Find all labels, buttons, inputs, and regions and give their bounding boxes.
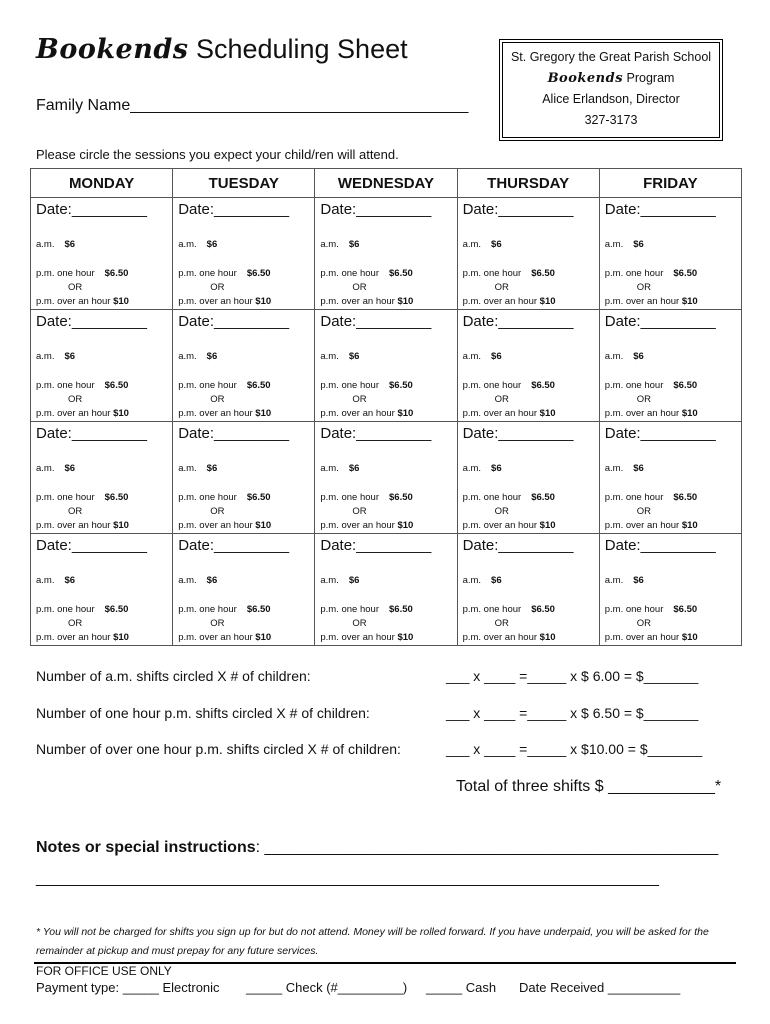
am-label: a.m. [462, 351, 482, 362]
pm2-price: $10 [539, 632, 556, 643]
am-price: $6 [206, 239, 218, 250]
am-price: $6 [64, 575, 76, 586]
pm1-price: $6.50 [389, 492, 413, 503]
pm2-label: p.m. over an hour [36, 632, 111, 643]
week-row [31, 198, 742, 310]
am-session[interactable] [320, 351, 456, 379]
pm2-price: $10 [539, 408, 556, 419]
am-session[interactable] [178, 575, 314, 603]
pm2-price: $10 [113, 632, 129, 643]
pm-one-hour-session[interactable] [463, 267, 599, 281]
pm1-price: $6.50 [673, 268, 698, 279]
day-header: TUESDAY [173, 169, 315, 198]
session-cell [173, 534, 315, 646]
pm1-label: p.m. one hour [320, 604, 379, 615]
pm1-price: $6.50 [246, 380, 271, 391]
am-label: a.m. [36, 463, 55, 474]
pm1-label: p.m. one hour [320, 492, 379, 503]
am-session[interactable] [36, 239, 172, 267]
day-header: MONDAY [31, 169, 173, 198]
notes-field[interactable] [36, 839, 718, 857]
pm-one-hour-session[interactable] [36, 603, 172, 617]
am-price: $6 [348, 351, 360, 362]
am-label: a.m. [178, 239, 197, 250]
or-label: OR [210, 506, 225, 517]
am-price: $6 [64, 239, 76, 250]
week-row [31, 534, 742, 646]
am-shifts-label: Number of a.m. shifts circled X # of children: [36, 668, 311, 684]
pm1-price: $6.50 [104, 380, 129, 391]
session-cell [457, 534, 599, 646]
pm2-label: p.m. over an hour [36, 408, 111, 419]
am-session[interactable] [605, 351, 741, 379]
am-price: $6 [633, 239, 644, 250]
program-line [503, 68, 719, 89]
over-hour-pm-label: Number of over one hour p.m. shifts circled X # of children: [36, 741, 401, 757]
am-price: $6 [206, 351, 218, 362]
notes-line-1[interactable]: : ___________________________________________________ [255, 839, 719, 856]
session-cell [173, 198, 315, 310]
pm2-price: $10 [681, 408, 698, 419]
week-row [31, 422, 742, 534]
pm1-price: $6.50 [104, 604, 129, 615]
pm2-label: p.m. over an hour [320, 520, 395, 531]
pm-over-hour-session[interactable] [178, 295, 314, 309]
pm2-label: p.m. over an hour [462, 408, 538, 419]
payment-cash[interactable]: _____ Cash [426, 980, 497, 995]
pm-over-hour-session[interactable] [178, 631, 314, 645]
pm1-label: p.m. one hour [178, 268, 237, 279]
session-cell [315, 310, 457, 422]
or-label: OR [68, 506, 83, 517]
title-text: Scheduling Sheet [188, 34, 408, 64]
session-cell [457, 310, 599, 422]
am-session[interactable] [178, 239, 314, 267]
pm2-label: p.m. over an hour [604, 520, 680, 531]
pm1-price: $6.50 [673, 380, 698, 391]
pm2-price: $10 [255, 408, 272, 419]
or-label: OR [352, 618, 367, 629]
am-price: $6 [633, 575, 644, 586]
am-label: a.m. [462, 575, 482, 586]
session-cell [31, 534, 173, 646]
am-label: a.m. [604, 575, 624, 586]
one-hour-pm-label: Number of one hour p.m. shifts circled X # of children: [36, 705, 370, 721]
pm1-label: p.m. one hour [604, 604, 664, 615]
pm1-price: $6.50 [389, 604, 413, 615]
pm-over-hour-session[interactable] [320, 631, 456, 645]
am-price: $6 [491, 575, 502, 586]
school-info-box [502, 42, 720, 138]
pm2-price: $10 [539, 520, 556, 531]
pm-one-hour-session[interactable] [178, 603, 314, 617]
date-field[interactable]: Date:_________ [320, 425, 432, 442]
pm2-label: p.m. over an hour [462, 520, 538, 531]
notes-label: Notes or special instructions [36, 839, 256, 856]
pm2-price: $10 [397, 520, 414, 531]
am-session[interactable] [36, 575, 172, 603]
program-text: Program [623, 71, 675, 85]
pm1-price: $6.50 [246, 604, 271, 615]
session-cell [31, 310, 173, 422]
am-price: $6 [64, 351, 76, 362]
or-label: OR [68, 394, 83, 405]
or-label: OR [636, 394, 651, 405]
family-name-field[interactable] [36, 97, 468, 115]
pm-one-hour-session[interactable] [463, 379, 599, 393]
pm1-price: $6.50 [531, 604, 555, 615]
pm1-price: $6.50 [104, 268, 129, 279]
over-hour-pm-formula[interactable]: ___ x ____ =_____ x $10.00 = $_______ [446, 741, 703, 757]
program-brand: Bookends [547, 71, 624, 86]
pm1-price: $6.50 [673, 604, 698, 615]
pm2-label: p.m. over an hour [178, 632, 253, 643]
schedule-table [30, 168, 742, 646]
pm-one-hour-session[interactable] [320, 267, 456, 281]
am-price: $6 [633, 351, 644, 362]
pm2-price: $10 [397, 408, 414, 419]
am-session[interactable] [36, 463, 172, 491]
date-field[interactable]: Date:_________ [36, 537, 147, 554]
am-label: a.m. [320, 575, 339, 586]
director-name: Alice Erlandson, Director [542, 92, 680, 106]
session-cell [315, 534, 457, 646]
pm2-price: $10 [681, 632, 698, 643]
am-session[interactable] [178, 351, 314, 379]
pm-one-hour-session[interactable] [178, 267, 314, 281]
pm1-label: p.m. one hour [36, 380, 95, 391]
am-price: $6 [206, 575, 218, 586]
or-label: OR [494, 282, 509, 293]
or-label: OR [210, 282, 225, 293]
pm2-label: p.m. over an hour [462, 296, 538, 307]
pm-one-hour-session[interactable] [320, 603, 456, 617]
session-cell [315, 422, 457, 534]
pm2-price: $10 [113, 296, 129, 307]
pm-over-hour-session[interactable] [320, 519, 456, 533]
or-label: OR [352, 394, 367, 405]
or-label: OR [494, 618, 509, 629]
pm-one-hour-session[interactable] [36, 379, 172, 393]
pm2-price: $10 [113, 408, 129, 419]
pm1-label: p.m. one hour [604, 268, 664, 279]
am-session[interactable] [605, 239, 741, 267]
date-field[interactable]: Date:_________ [36, 313, 147, 330]
am-session[interactable] [605, 463, 741, 491]
pm-one-hour-session[interactable] [605, 491, 741, 505]
date-field[interactable]: Date:_________ [462, 201, 574, 218]
pm-over-hour-session[interactable] [463, 631, 599, 645]
am-label: a.m. [36, 575, 55, 586]
pm-over-hour-session[interactable] [605, 407, 741, 421]
pm-over-hour-session[interactable] [178, 519, 314, 533]
pm-one-hour-session[interactable] [36, 491, 172, 505]
family-name-line[interactable]: ______________________________________ [130, 97, 469, 114]
session-cell [31, 422, 173, 534]
or-label: OR [636, 282, 651, 293]
pm1-price: $6.50 [389, 380, 413, 391]
session-cell [457, 422, 599, 534]
pm-over-hour-session[interactable] [320, 295, 456, 309]
am-price: $6 [491, 463, 502, 474]
date-received[interactable]: Date Received __________ [519, 980, 681, 995]
pm-one-hour-session[interactable] [178, 379, 314, 393]
pm-one-hour-session[interactable] [320, 379, 456, 393]
notes-line-2[interactable]: ______________________________________________________________________ [36, 870, 659, 887]
am-label: a.m. [178, 575, 197, 586]
pm2-price: $10 [397, 296, 414, 307]
or-label: OR [68, 618, 83, 629]
phone-number: 327-3173 [584, 113, 638, 127]
pm-over-hour-session[interactable] [320, 407, 456, 421]
payment-electronic[interactable]: Payment type: _____ Electronic [36, 980, 220, 995]
pm-over-hour-session[interactable] [463, 407, 599, 421]
day-header-row [31, 169, 742, 198]
pm1-label: p.m. one hour [178, 380, 237, 391]
am-label: a.m. [178, 351, 197, 362]
pm1-price: $6.50 [531, 268, 555, 279]
pm-over-hour-session[interactable] [463, 519, 599, 533]
date-field[interactable]: Date:_________ [178, 425, 290, 442]
pm1-label: p.m. one hour [604, 492, 664, 503]
am-price: $6 [491, 239, 502, 250]
am-session[interactable] [320, 239, 456, 267]
am-label: a.m. [320, 463, 339, 474]
week-row [31, 310, 742, 422]
or-label: OR [210, 394, 225, 405]
pm1-price: $6.50 [389, 268, 413, 279]
pm-over-hour-session[interactable] [36, 407, 172, 421]
am-price: $6 [491, 351, 502, 362]
pm-over-hour-session[interactable] [463, 295, 599, 309]
date-field[interactable]: Date:_________ [604, 425, 716, 442]
pm2-price: $10 [539, 296, 556, 307]
date-field[interactable]: Date:_________ [178, 537, 290, 554]
pm2-price: $10 [397, 632, 414, 643]
pm-over-hour-session[interactable] [605, 631, 741, 645]
or-label: OR [352, 282, 367, 293]
pm2-price: $10 [113, 520, 129, 531]
session-cell [315, 198, 457, 310]
day-header: WEDNESDAY [315, 169, 457, 198]
pm2-label: p.m. over an hour [320, 408, 395, 419]
circle-instructions: Please circle the sessions you expect your child/ren will attend. [36, 147, 399, 162]
pm-over-hour-session[interactable] [605, 295, 741, 309]
am-session[interactable] [178, 463, 314, 491]
am-session[interactable] [320, 463, 456, 491]
pm-over-hour-session[interactable] [36, 519, 172, 533]
am-label: a.m. [320, 351, 339, 362]
am-session[interactable] [463, 463, 599, 491]
am-shifts-formula[interactable]: ___ x ____ =_____ x $ 6.00 = $_______ [446, 668, 699, 684]
am-label: a.m. [320, 239, 339, 250]
pm2-label: p.m. over an hour [604, 408, 680, 419]
payment-row [36, 980, 680, 995]
page-title [36, 34, 408, 65]
pm2-label: p.m. over an hour [604, 296, 680, 307]
pm2-price: $10 [255, 632, 272, 643]
date-field[interactable]: Date:_________ [320, 537, 432, 554]
pm2-label: p.m. over an hour [320, 296, 395, 307]
pm-over-hour-session[interactable] [605, 519, 741, 533]
pm1-price: $6.50 [246, 268, 271, 279]
am-label: a.m. [604, 463, 624, 474]
one-hour-pm-formula[interactable]: ___ x ____ =_____ x $ 6.50 = $_______ [446, 705, 699, 721]
footnote: * You will not be charged for shifts you sign up for but do not attend. Money will be rolled forward. If you have underpaid, you will be asked for the remainder at pickup and must prepay for any future services. [36, 926, 709, 957]
pm2-label: p.m. over an hour [320, 632, 395, 643]
session-cell [173, 310, 315, 422]
pm1-label: p.m. one hour [178, 492, 237, 503]
date-field[interactable]: Date:_________ [178, 313, 290, 330]
am-session[interactable] [463, 351, 599, 379]
am-label: a.m. [462, 239, 482, 250]
date-field[interactable]: Date:_________ [178, 201, 290, 218]
date-field[interactable]: Date:_________ [320, 201, 432, 218]
brand-name: Bookends [36, 34, 189, 65]
pm-one-hour-session[interactable] [605, 379, 741, 393]
session-cell [457, 198, 599, 310]
pm-one-hour-session[interactable] [320, 491, 456, 505]
am-label: a.m. [604, 239, 624, 250]
pm1-label: p.m. one hour [36, 604, 95, 615]
family-name-label: Family Name [36, 97, 131, 114]
am-session[interactable] [463, 575, 599, 603]
pm2-label: p.m. over an hour [178, 520, 253, 531]
pm2-price: $10 [681, 520, 698, 531]
am-price: $6 [348, 575, 360, 586]
pm1-label: p.m. one hour [462, 380, 522, 391]
or-label: OR [210, 618, 225, 629]
date-field[interactable]: Date:_________ [604, 313, 716, 330]
session-cell [599, 422, 741, 534]
pm1-price: $6.50 [531, 380, 555, 391]
am-price: $6 [348, 463, 360, 474]
pm-over-hour-session[interactable] [36, 631, 172, 645]
am-price: $6 [348, 239, 360, 250]
office-use-label: FOR OFFICE USE ONLY [36, 964, 172, 978]
or-label: OR [68, 282, 83, 293]
pm1-price: $6.50 [531, 492, 555, 503]
pm-over-hour-session[interactable] [178, 407, 314, 421]
day-header: FRIDAY [599, 169, 741, 198]
pm2-label: p.m. over an hour [36, 296, 111, 307]
pm2-price: $10 [255, 296, 272, 307]
date-field[interactable]: Date:_________ [604, 537, 716, 554]
pm2-label: p.m. over an hour [178, 296, 253, 307]
am-price: $6 [206, 463, 218, 474]
am-label: a.m. [178, 463, 197, 474]
date-field[interactable]: Date:_________ [604, 201, 716, 218]
pm1-label: p.m. one hour [36, 268, 95, 279]
am-label: a.m. [604, 351, 624, 362]
am-session[interactable] [36, 351, 172, 379]
pm-over-hour-session[interactable] [36, 295, 172, 309]
pm1-price: $6.50 [104, 492, 129, 503]
pm-one-hour-session[interactable] [605, 267, 741, 281]
or-label: OR [636, 506, 651, 517]
or-label: OR [352, 506, 367, 517]
am-session[interactable] [605, 575, 741, 603]
or-label: OR [494, 506, 509, 517]
am-price: $6 [633, 463, 644, 474]
date-field[interactable]: Date:_________ [320, 313, 432, 330]
payment-check[interactable]: _____ Check (#_________) [246, 980, 408, 995]
date-field[interactable]: Date:_________ [462, 537, 574, 554]
session-cell [599, 310, 741, 422]
pm1-label: p.m. one hour [462, 268, 522, 279]
pm1-label: p.m. one hour [462, 492, 522, 503]
session-cell [599, 198, 741, 310]
school-name: St. Gregory the Great Parish School [510, 50, 712, 64]
am-session[interactable] [320, 575, 456, 603]
or-label: OR [636, 618, 651, 629]
date-field[interactable]: Date:_________ [36, 425, 147, 442]
pm1-label: p.m. one hour [320, 268, 379, 279]
pm1-label: p.m. one hour [36, 492, 95, 503]
pm2-price: $10 [255, 520, 272, 531]
pm1-label: p.m. one hour [604, 380, 664, 391]
session-cell [173, 422, 315, 534]
pm1-label: p.m. one hour [320, 380, 379, 391]
date-field[interactable]: Date:_________ [36, 201, 147, 218]
am-label: a.m. [462, 463, 482, 474]
pm1-label: p.m. one hour [462, 604, 522, 615]
pm2-label: p.m. over an hour [178, 408, 253, 419]
pm2-label: p.m. over an hour [462, 632, 538, 643]
total-field[interactable]: Total of three shifts $ ____________* [456, 778, 722, 795]
or-label: OR [494, 394, 509, 405]
pm-one-hour-session[interactable] [463, 603, 599, 617]
session-cell [599, 534, 741, 646]
pm-one-hour-session[interactable] [463, 491, 599, 505]
am-session[interactable] [463, 239, 599, 267]
pm2-label: p.m. over an hour [604, 632, 680, 643]
am-label: a.m. [36, 239, 55, 250]
am-label: a.m. [36, 351, 55, 362]
session-cell [31, 198, 173, 310]
pm1-label: p.m. one hour [178, 604, 237, 615]
pm2-label: p.m. over an hour [36, 520, 111, 531]
day-header: THURSDAY [457, 169, 599, 198]
date-field[interactable]: Date:_________ [462, 313, 574, 330]
am-price: $6 [64, 463, 76, 474]
date-field[interactable]: Date:_________ [462, 425, 574, 442]
pm1-price: $6.50 [673, 492, 698, 503]
pm-one-hour-session[interactable] [36, 267, 172, 281]
pm-one-hour-session[interactable] [178, 491, 314, 505]
pm1-price: $6.50 [246, 492, 271, 503]
pm2-price: $10 [681, 296, 698, 307]
pm-one-hour-session[interactable] [605, 603, 741, 617]
